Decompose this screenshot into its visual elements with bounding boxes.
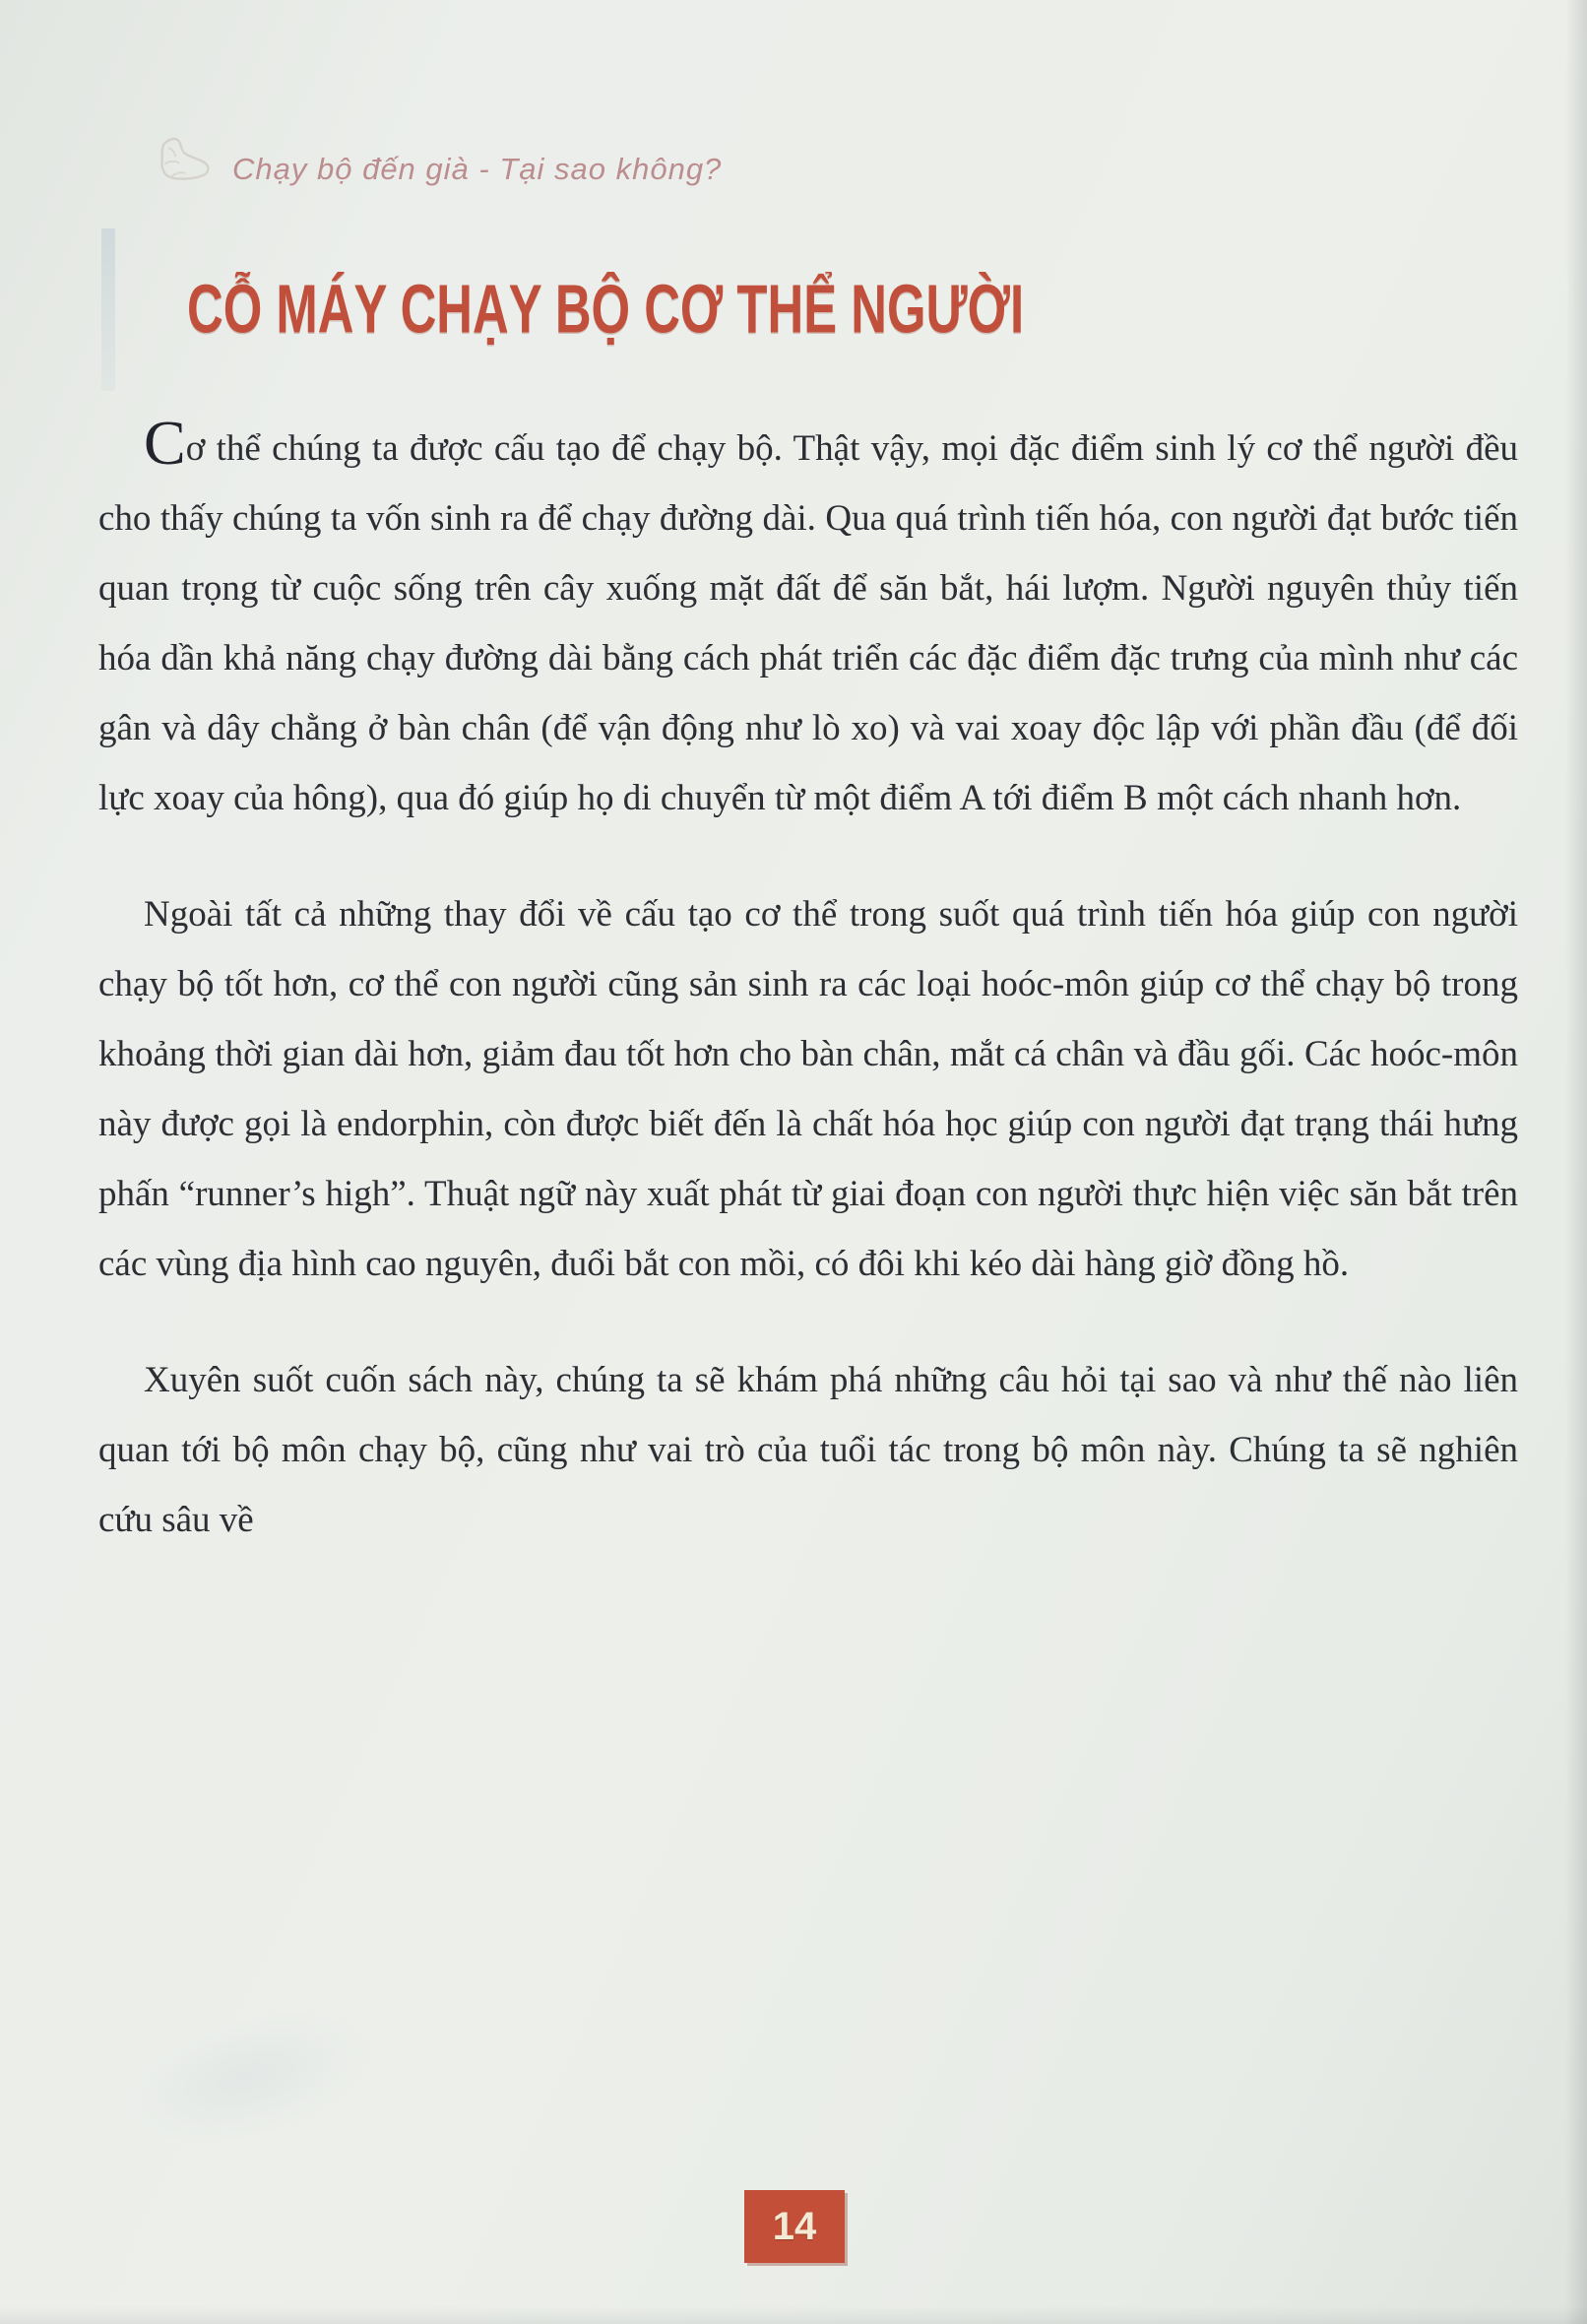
paragraph-1-text: ơ thể chúng ta được cấu tạo để chạy bộ. Thật vậy, mọi đặc điểm sinh lý cơ thể người đều cho thấy chúng ta vốn sinh ra để chạy đường dài. Qua quá trình tiến hóa, con người đạt bước tiến quan trọng từ cuộc sống trên cây xuống mặt đất để săn bắt, hái lượm. Người nguyên thủy tiến hóa dần khả năng chạy đường dài bằng cách phát triển các đặc điểm đặc trưng của mình như các gân và dây chằng ở bàn chân (để vận động như lò xo) và vai xoay độc lập với phần đầu (để đối lực xoay của hông), qua đó giúp họ di chuyển từ một điểm A tới điểm B một cách nhanh hơn. <box>98 428 1518 818</box>
paragraph-2: Ngoài tất cả những thay đổi về cấu tạo cơ thể trong suốt quá trình tiến hóa giúp con người chạy bộ tốt hơn, cơ thể con người cũng sản sinh ra các loại hoóc-môn giúp cơ thể chạy bộ trong khoảng thời gian dài hơn, giảm đau tốt hơn cho bàn chân, mắt cá chân và đầu gối. Các hoóc-môn này được gọi là endorphin, còn được biết đến là chất hóa học giúp con người đạt trạng thái hưng phấn “runner’s high”. Thuật ngữ này xuất phát từ giai đoạn con người thực hiện việc săn bắt trên các vùng địa hình cao nguyên, đuổi bắt con mồi, có đôi khi kéo dài hàng giờ đồng hồ. <box>98 894 1518 1284</box>
page-number-badge <box>744 2190 845 2263</box>
page-number-text: 14 <box>772 2204 817 2248</box>
body-text <box>98 408 1518 1601</box>
drop-cap: C <box>144 408 186 478</box>
scan-smudge <box>107 1987 385 2167</box>
chapter-title: CỖ MÁY CHẠY BỘ CƠ THỂ NGƯỜI <box>187 272 1025 349</box>
running-head-title: Chạy bộ đến già - Tại sao không? <box>232 152 723 186</box>
running-shoe-icon <box>145 123 223 197</box>
paragraph-1 <box>98 408 1518 833</box>
title-accent-bar <box>101 228 115 391</box>
running-head <box>148 118 722 187</box>
page-edge-shadow <box>1565 0 1587 2324</box>
page-bottom-shadow <box>0 2306 1587 2324</box>
paragraph-3: Xuyên suốt cuốn sách này, chúng ta sẽ khám phá những câu hỏi tại sao và như thế nào liên quan tới bộ môn chạy bộ, cũng như vai trò của tuổi tác trong bộ môn này. Chúng ta sẽ nghiên cứu sâu về <box>98 1360 1518 1540</box>
